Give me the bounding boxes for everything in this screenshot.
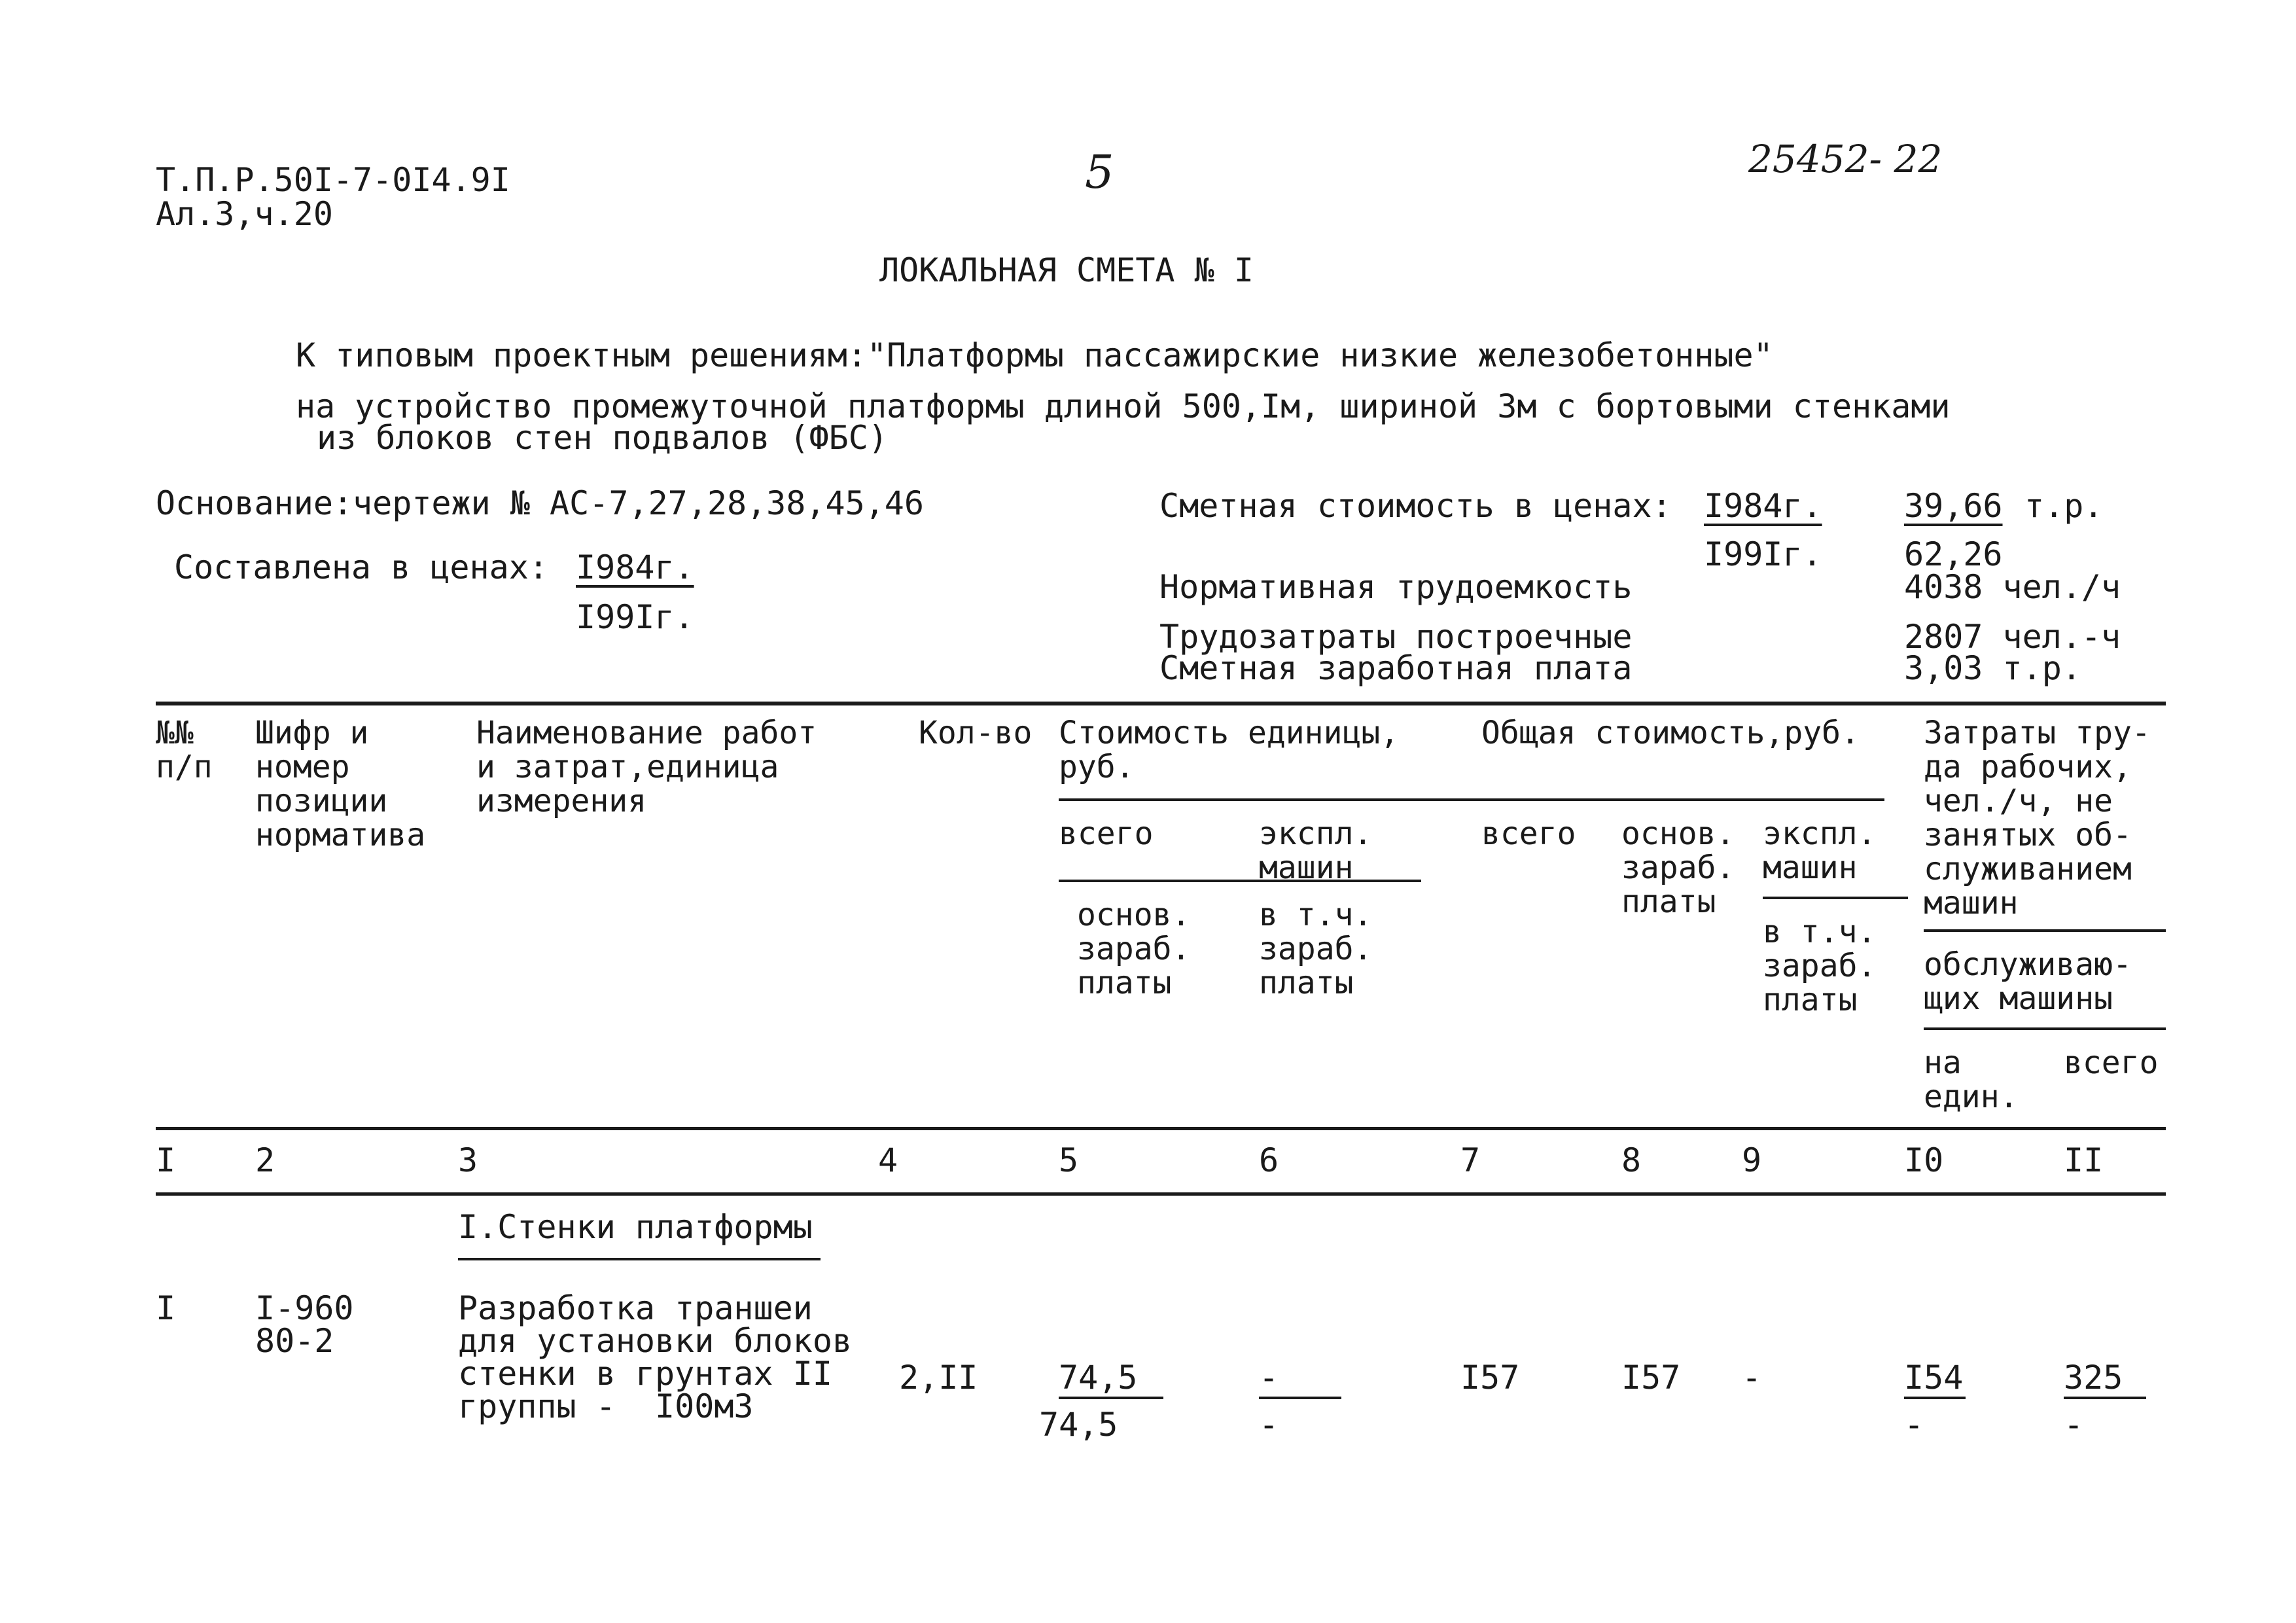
row-total-all: І57 <box>1460 1359 1520 1397</box>
column-number: 5 <box>1059 1141 1079 1179</box>
row-unit-incl-salary: - <box>1259 1406 1279 1444</box>
row-labor-machine-per-unit: - <box>1904 1406 1924 1444</box>
row-unit-salary: 74,5 <box>1039 1406 1118 1444</box>
column-number: 8 <box>1621 1141 1642 1179</box>
basis-drawings: Основание:чертежи № АС-7,27,28,38,45,46 <box>156 484 924 522</box>
labor-subrule-2 <box>1924 1027 2166 1030</box>
header-labor-costs: Затраты тру- да рабочих, чел./ч, не занятых об- служиванием машин <box>1924 715 2151 921</box>
description-line-1: К типовым проектным решениям:"Платформы пассажирские низкие железобетонные" <box>296 336 1773 374</box>
document-code: Т.П.Р.50І-7-0І4.9І <box>156 161 510 199</box>
salary-value: 3,03 т.р. <box>1904 649 2081 687</box>
header-total-incl-salary: в т.ч. зараб. платы <box>1763 914 1877 1018</box>
header-labor-machine: обслуживаю- щих машины <box>1924 946 2132 1017</box>
column-number: 4 <box>878 1141 898 1179</box>
cost-year-1984: І984г. <box>1704 487 1822 525</box>
cost-value-1984: 39,66 <box>1904 487 2003 525</box>
page-number: 5 <box>1085 145 1114 199</box>
header-norm-code: Шифр и номер позиции норматива <box>255 715 426 853</box>
row-number: І <box>156 1289 176 1327</box>
prices-label: Составлена в ценах: <box>174 548 548 586</box>
description-line-2: на устройство промежуточной платформы длиной 500,Ім, шириной 3м с бортовыми стенками <box>296 387 1951 425</box>
header-unit-total: всего <box>1059 815 1154 852</box>
column-number: ІІ <box>2064 1141 2104 1179</box>
header-total-cost: Общая стоимость,руб. <box>1481 715 1860 751</box>
section-title: І.Стенки платформы <box>458 1208 813 1246</box>
row-total-machines: - <box>1742 1359 1762 1397</box>
row-norm-code: І-960 80-2 <box>255 1289 354 1360</box>
column-number: 9 <box>1742 1141 1762 1179</box>
header-unit-cost: Стоимость единицы, руб. <box>1059 715 1400 785</box>
column-number: 2 <box>255 1141 275 1179</box>
normative-labor-value: 4038 чел./ч <box>1904 568 2121 606</box>
row-total-salary: І57 <box>1621 1359 1681 1397</box>
header-quantity: Кол-во <box>919 715 1033 751</box>
total-machines-subrule <box>1763 897 1908 899</box>
labor-subrule-1 <box>1924 929 2166 932</box>
column-numbers-rule <box>156 1192 2166 1196</box>
description-line-3: из блоков стен подвалов (ФБС) <box>317 419 888 457</box>
column-number: І <box>156 1141 176 1179</box>
table-top-rule <box>156 702 2166 705</box>
header-total-salary: основ. зараб. платы <box>1621 815 1735 920</box>
row-labor-machine-total: - <box>2064 1406 2084 1444</box>
salary-label: Сметная заработная плата <box>1159 649 1633 687</box>
inventory-number: 25452- 22 <box>1748 137 1943 181</box>
header-work-name: Наименование работ и затрат,единица измерения <box>476 715 817 819</box>
column-number: 3 <box>458 1141 478 1179</box>
header-unit-machines: экспл. машин <box>1259 815 1373 886</box>
document-title: ЛОКАЛЬНАЯ СМЕТА № І <box>879 251 1254 289</box>
normative-labor-label: Нормативная трудоемкость <box>1159 568 1633 606</box>
row-labor-total: 325 <box>2064 1359 2123 1397</box>
unit-total-fraction-bar <box>1059 1397 1163 1399</box>
header-unit-incl-salary: в т.ч. зараб. платы <box>1259 897 1373 1001</box>
row-unit-total: 74,5 <box>1059 1359 1138 1397</box>
prices-year-1991: І99Іг. <box>576 598 694 636</box>
header-total-machines: экспл. машин <box>1763 815 1877 886</box>
cost-unit: т.р. <box>2024 487 2104 525</box>
estimated-cost-label: Сметная стоимость в ценах: <box>1159 487 1672 525</box>
onsite-labor-label: Трудозатраты построечные <box>1159 618 1633 656</box>
labor-total-fraction-bar <box>2064 1397 2146 1399</box>
row-work-name: Разработка траншеи для установки блоков стенки в грунтах ІІ группы - І00м3 <box>458 1289 853 1425</box>
prices-year-1984: І984г. <box>576 548 694 586</box>
album-part: Ал.3,ч.20 <box>156 195 333 233</box>
header-row-number: №№ п/п <box>156 715 213 785</box>
cost-value-1991: 62,26 <box>1904 535 2003 573</box>
unit-machines-fraction-bar <box>1259 1397 1341 1399</box>
header-total-all: всего <box>1481 815 1576 852</box>
column-number: І0 <box>1904 1141 1944 1179</box>
onsite-labor-value: 2807 чел.-ч <box>1904 618 2121 656</box>
header-unit-salary: основ. зараб. платы <box>1077 897 1191 1001</box>
header-bottom-rule <box>156 1127 2166 1130</box>
header-labor-total: всего <box>2064 1044 2159 1081</box>
row-quantity: 2,ІІ <box>899 1359 978 1397</box>
header-labor-per-unit: на един. <box>1924 1044 2019 1115</box>
labor-per-unit-fraction-bar <box>1904 1397 1966 1399</box>
row-unit-machines: - <box>1259 1359 1279 1397</box>
column-number: 6 <box>1259 1141 1279 1179</box>
row-labor-per-unit: І54 <box>1904 1359 1964 1397</box>
cost-year-1991: І99Іг. <box>1704 535 1822 573</box>
section-title-underline <box>458 1258 821 1260</box>
cost-group-rule <box>1059 798 1884 801</box>
column-number: 7 <box>1460 1141 1481 1179</box>
